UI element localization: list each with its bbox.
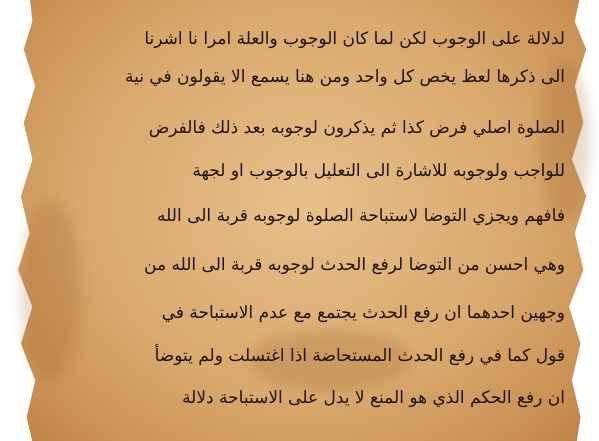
- text-line-1: لدلالة على الوجوب لكن لما كان الوجوب والعلة امرا نا اشرنا: [144, 29, 565, 49]
- text-line-6: وهي احسن من التوضا لرفع الحدث لوجوبه قربة الى الله من: [144, 255, 565, 275]
- text-line-9: ان رفع الحكم الذي هو المنع لا يدل على الاستباحة دلالة: [182, 388, 565, 408]
- text-line-2: الى ذكرها لعظ يخص كل واحد ومن هنا يسمع الا يقولون في نية: [124, 67, 565, 87]
- text-line-8: قول كما في رفع الحدث المستحاضة اذا اغتسلت ولم يتوضأ: [154, 346, 565, 366]
- text-line-4: للواجب ولوجوبه للاشارة الى التعليل بالوجوب او لجهة: [192, 161, 565, 181]
- text-block: [40, 0, 565, 441]
- text-line-5: فافهم ويجزي التوضا لاستباحة الصلوة لوجوبه قربة الى الله: [157, 206, 565, 226]
- text-line-7: وجهين احدهما ان رفع الحدث يجتمع مع عدم الاستباحة في: [161, 303, 565, 323]
- text-line-3: الصلوة اصلي فرض كذا ثم يذكرون لوجوبه بعد ذلك فالفرض: [148, 118, 565, 138]
